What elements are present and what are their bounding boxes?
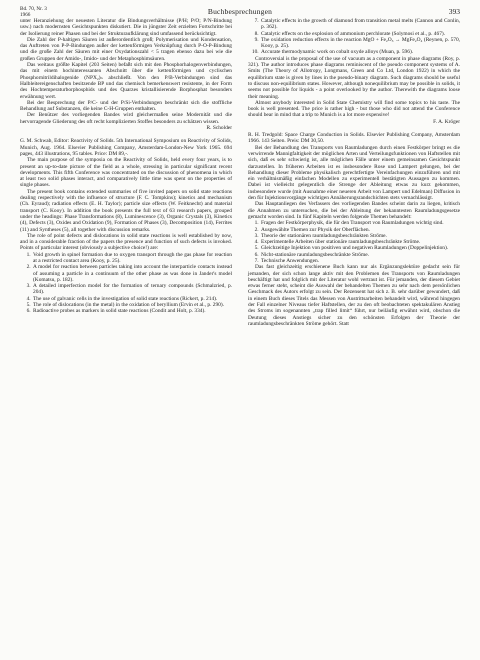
list-item: 9. The oxidation reduction effects in the reaction MgO + Fe₂O₃ → MgFe₂O₄ (Reynen, p. 570, Kooy, p. 25). bbox=[260, 37, 460, 50]
list-item: 2. A model for reaction between particles taking into account the interparticle contacts instead of assuming a particle in a continuum of the other phase as was done in Jander's model (Komatsu, p. 182). bbox=[32, 264, 232, 283]
reviewer-signature: R. Scholder bbox=[206, 125, 232, 132]
list-item: 4. The use of galvanic cells in the investigation of solid state reactions (Rickert, p. 214). bbox=[32, 296, 232, 302]
volume-label: Bd. 70, Nr. 3 bbox=[20, 6, 47, 12]
list-item: 7. Technische Anwendungen. bbox=[260, 258, 460, 264]
list-item: 3. Theorie der stationären raumladungsbeschränkten Ströme. bbox=[260, 233, 460, 239]
review2-paragraph: The present book contains extended summaries of five invited papers on solid state reactions dealing respectively with the influence of structure (F. C. Tompkins); kinetics and mechanism (Ch. Eyraud); radiation effects (E. H. Taylor); particle size effects (W. Feitknecht) and material transport (C. Kooy). In addition the book presents the full text of 63 research papers, grouped under the headings: Phase Transformations (8), Luminescence (3), Organic Crystals (3), Kinetics (4), Defects (3), Oxides and Oxidation (9), Formation of Phases (3), Decomposition (14), Ferrites (11) and Syntheses (5), all together with discussion remarks. bbox=[20, 188, 232, 233]
review2-paragraph: Controversial is the proposal of the use of vacuum as a component in phase diagrams (Roy, p. 321). The author introduces phase diagrams reminiscent of the pseudo component systems of A. Smits (The Theory of Allotropy, Longmans, Green and Co Ltd, London 1922) in which the equilibrium state is given by lines in the pseudo-binary diagram. Such diagrams should be useful to discuss non-equilibrium states. However, although nonequilibrium may be possible in solids, it seems not possible for liquids - a point overlooked by the author. Therewith the diagrams loose their meaning. bbox=[248, 55, 460, 100]
list-item: 6. Nicht-stationäre raumladungsbeschränkte Ströme. bbox=[260, 252, 460, 258]
chapter-list bbox=[248, 220, 460, 264]
review2-paragraph: The main purpose of the symposia on the Reactivity of Solids, held every four years, is to present an up-to-date picture of the field as a whole, stressing in particular significant recent developments. This fifth Conference was concentrated on the discussion of phenomena in which at least two solid phases interact, and comparatively little time was spent on the properties of single phases. bbox=[20, 157, 232, 189]
list-item: 5. Gleichzeitige Injektion von positiven und negativen Raumladungen (Doppelinjektion). bbox=[260, 245, 460, 251]
list-item: 4. Experimentelle Arbeiten über stationäre raumladungsbeschränkte Ströme. bbox=[260, 239, 460, 245]
list-item: 2. Ausgewählte Themen zur Physik der Oberflächen. bbox=[260, 227, 460, 233]
review1-paragraph: Die Zahl der P-haltigen Säuren ist außerordentlich groß; Polymerisation und Kondensation, das Auftreten von P-P-Bindungen außer der kettenförmigen Verknüpfung durch P-O-P-Bindung und die große Zahl der Säuren mit einer Oxydationszahl < 5 tragen ebenso dazu bei wie die großen Gruppen der Amido-, Imido- und der Metaphosphimsäuren. bbox=[20, 36, 232, 62]
year-label: 1966 bbox=[20, 12, 31, 18]
right-column bbox=[248, 18, 460, 327]
page-number: 393 bbox=[448, 7, 460, 16]
list-item: 1. Void growth in spinel formation due to oxygen transport through the gas phase for reaction at a restricted contact area (Kooy, p. 25). bbox=[32, 252, 232, 265]
list-item: 3. A detailed imperfection model for the formation of ternary compounds (Schmalzried, p. 204). bbox=[32, 283, 232, 296]
left-column bbox=[20, 18, 232, 315]
review1-paragraph: Bei der Besprechung der P/C- und der P/Si-Verbindungen beschränkt sich die stoffliche Behandlung auf Substanzen, die keine C-H-Gruppen enthalten. bbox=[20, 99, 232, 113]
review2-citation: G. M. Schwab, Editor: Reactivity of Solids. 5th International Symposium on Reactivity of Solids, Munich, Aug. 1964. Elsevier Publishing Company, Amsterdam-London-New York 1965. 694 pages, 443 illustrations, 95 tables. Price: DM 89,-. bbox=[20, 138, 232, 157]
points-list-b bbox=[248, 18, 460, 56]
review3-citation: R. H. Tredgold: Space Charge Conduction in Solids. Elsevier Publishing Company, Amsterdam 1966. 143 Seiten. Preis: DM 30,50. bbox=[248, 132, 460, 145]
review1-paragraph: Der Benützer des vorliegenden Bandes wird gleichermaßen seine Modernität und die hervorragende Gliederung des oft recht komplizierten Stoffes besonders zu schätzen wissen. bbox=[20, 112, 232, 125]
review3-paragraph: Das fast gleichzeitig erschienene Buch kann nur als Ergänzungslektüre gedacht sein für jemanden, der sich schon lange aktiv mit den Problemen des Transports von Raumladungen beschäftigt hat und folglich mit der Literatur wohl vertraut ist. Für jemanden, der diesem Gebiet etwas ferner steht, scheint die Auswahl der behandelten Themen zu sehr nach dem persönlichen Geschmack des Autors erfolgt zu sein. Der Rezensent hat sich z. B. sehr darüber gewundert, daß in einem Buch dieses Titels das Messen von Austrittsarbeiten behandelt wird, während hingegen der Fall einzelner Niveaus tiefer Haftstellen, der zu den oft beobachteten spektakulären Anstieg des Stroms im sogenannten „trap filled limit“ führt, nur beiläufig erwähnt wird, obschon die Deutung dieses Anstiegs sicher zu den schönsten Erfolgen der Theorie der raumladungsbeschränkten Ströme gehört. Statt bbox=[248, 264, 460, 327]
reviewer-signature: F. A. Kröger bbox=[433, 118, 460, 125]
list-item: 5. The role of dislocations (in the metal) in the oxidation of beryllium (Ervin et al., p. 290). bbox=[32, 302, 232, 308]
points-list-a bbox=[20, 252, 232, 315]
list-item: 1. Fragen der Festkörperphysik, die für den Transport von Raumladungen wichtig sind. bbox=[260, 220, 460, 226]
list-item: 10. Accurate thermodynamic work on cobalt oxyde alloys (Muan, p. 596). bbox=[260, 49, 460, 55]
section-title: Buchbesprechungen bbox=[207, 7, 273, 16]
list-item: 7. Catalytic effects in the growth of diamond from transition metal melts (Cannon and Conlin, p. 362). bbox=[260, 18, 460, 31]
review1-continuation: unter Heranziehung der neuesten Literatur die Bindungsverhältnisse (P/H; P/O; P/N-Bindung usw.) nach modernsten Gesichtspunkten diskutiert. Die in jüngster Zeit erzielten Fortschritte bei der Isolierung reiner Phasen und bei der Strukturaufklärung sind umfassend berücksichtigt. bbox=[20, 18, 232, 37]
review3-paragraph: Das Hauptanliegen des Verfassers des vorliegenden Bandes scheint darin zu liegen, kritisch die Annahmen zu untersuchen, die bei der Ableitung der bekanntesten Raumladungsgesetze gemacht worden sind. In fünf Kapiteln werden folgende Themen behandelt: bbox=[248, 201, 460, 220]
review1-paragraph: Das weitaus größte Kapitel (203 Seiten) befaßt sich mit den Phosphorhalogenverbindungen, das mit einem hochinteressanten Abschnitt über die kettenförmigen und cyclischen Phosphornitrildihalogenide (NPX₂)ₙ abschließt. Von den P/B-Verbindungen sind das Halbleitereigenschaften besitzende BP und das chemisch bemerkenswert resistente, in der Form des Hochtemperaturborphosphids und des Quarzes kristallisierende Borphosphat besonders erwähnung wert. bbox=[20, 62, 232, 100]
review3-paragraph: Bei der Behandlung des Transports von Raumladungen durch einen Festkörper bringt es die verwirrende Mannigfaltigkeit der möglichen Arten und Verteilungsfunktionen von Haftstellen mit sich, daß es sehr schwierig ist, alle möglichen Fälle unter einem gemeinsamen Gesichtspunkt darzustellen. In früheren Arbeiten ist es insbesondere Rose und Lampert gelungen, bei der Behandlung dieser Probleme physikalisch gerechtfertigte Vereinfachungen einzuführen und mit ein verhältnismäßig einfachen Modellen zu experimentell bestätigten Aussagen zu kommen. Dabei ist vielleicht gelegentlich die Strenge der Ableitung etwas zu kurz gekommen, insbesondere wurde (mit Ausnahme einer neueren Arbeit von Lampert und Edelman) Diffusion in den für Injektionsvorgänge wichtigen Annäherungsrandschichten stets vernachlässigt. bbox=[248, 144, 460, 202]
list-item: 6. Radioactive probes as markers in solid state reactions (Condit and Holt, p. 334). bbox=[32, 308, 232, 314]
review2-paragraph: Almost anybody interested in Solid State Chemistry will find some topics to his taste. The book is well presented. The price is rather high - but those who did not attend the Conference should bear in mind that a trip to Munich is a lot more expensive! bbox=[248, 99, 460, 119]
review2-paragraph: The role of point defects and dislocations in solid state reactions is well established by now, and in a considerable fraction of the papers the presence and function of such defects is invoked. Points of particular interest (obviously a subjective choice!) are: bbox=[20, 232, 232, 252]
list-item: 8. Catalytic effects on the explosion of ammonium perchlorate (Solymosi et al., p. 467). bbox=[260, 31, 460, 37]
